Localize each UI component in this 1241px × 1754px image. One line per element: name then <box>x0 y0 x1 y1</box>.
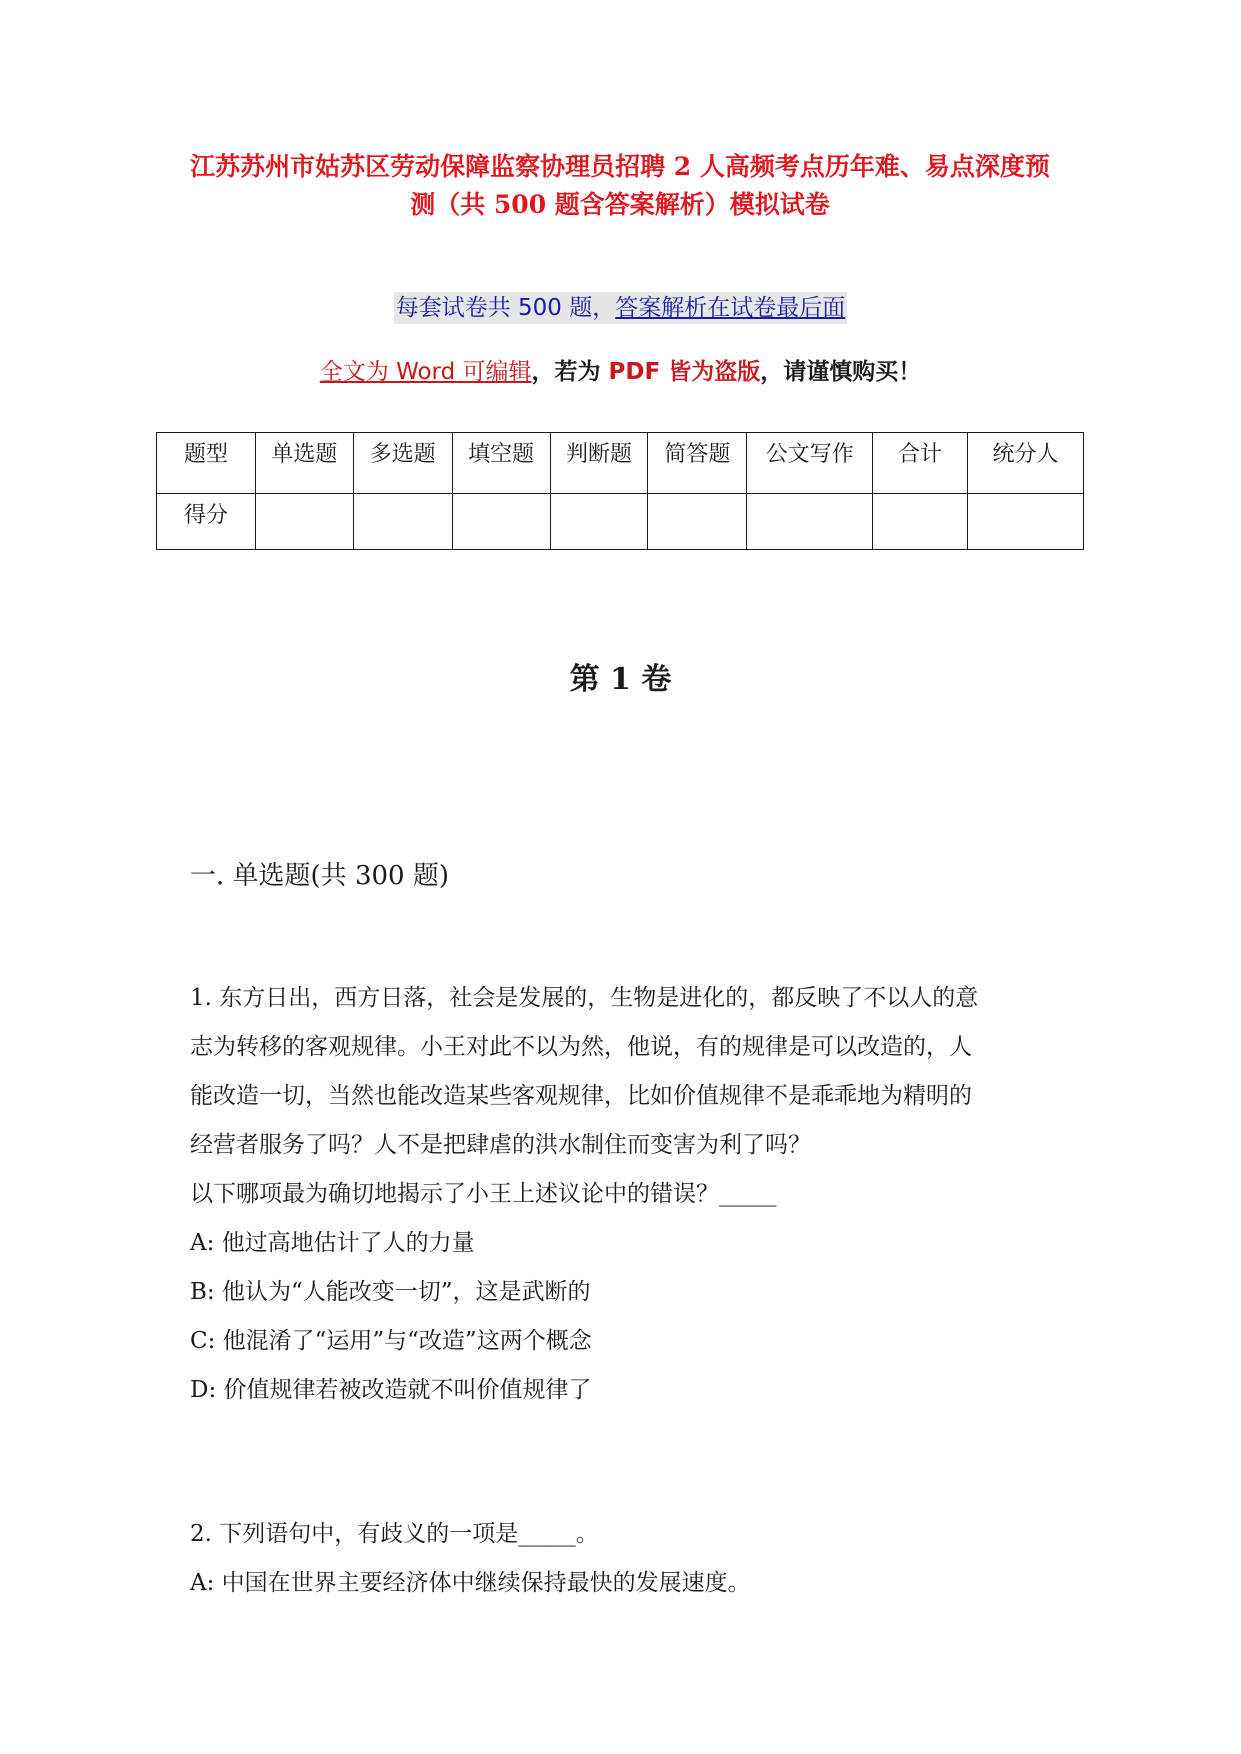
score-table-header-cell: 单选题 <box>255 433 353 494</box>
score-table-header-cell: 合计 <box>873 433 968 494</box>
section-heading: 一. 单选题(共 300 题) <box>190 861 449 891</box>
answer-option-b: B: 他认为“人能改变一切”，这是武断的 <box>190 1279 591 1305</box>
score-cell[interactable] <box>353 494 452 550</box>
score-table <box>156 432 1084 550</box>
title-line-1: 江苏苏州市姑苏区劳动保障监察协理员招聘 2 人高频考点历年难、易点深度预 <box>190 152 1050 181</box>
warning-text-2: ，若为 <box>531 359 609 385</box>
answer-option-a: A: 他过高地估计了人的力量 <box>190 1230 475 1256</box>
volume-heading: 第 1 卷 <box>569 662 672 697</box>
score-table-header-cell: 判断题 <box>550 433 648 494</box>
page-title <box>170 148 1070 224</box>
answer-notice <box>0 292 1241 324</box>
score-table-score-row <box>157 494 1084 550</box>
score-cell[interactable] <box>873 494 968 550</box>
answer-option-c: C: 他混淆了“运用”与“改造”这两个概念 <box>190 1328 592 1354</box>
answer-notice-link[interactable]: 答案解析在试卷最后面 <box>615 295 846 321</box>
question-text-line: 2. 下列语句中，有歧义的一项是_____。 <box>190 1521 599 1547</box>
score-cell[interactable] <box>648 494 747 550</box>
score-row-label: 得分 <box>157 494 256 550</box>
answer-option-d: D: 价值规律若被改造就不叫价值规律了 <box>190 1377 592 1403</box>
score-cell[interactable] <box>255 494 353 550</box>
score-table-header-cell: 统分人 <box>968 433 1084 494</box>
score-table-header-cell: 题型 <box>157 433 256 494</box>
score-table-header-cell: 填空题 <box>452 433 550 494</box>
answer-option-a: A: 中国在世界主要经济体中继续保持最快的发展速度。 <box>190 1570 751 1596</box>
score-cell[interactable] <box>452 494 550 550</box>
warning-text-4: ，请谨慎购买！ <box>760 359 922 385</box>
score-table-header-cell: 多选题 <box>353 433 452 494</box>
question-1 <box>190 974 1060 1415</box>
question-text-line: 经营者服务了吗？人不是把肆虐的洪水制住而变害为利了吗？ <box>190 1132 811 1158</box>
answer-notice-highlight <box>394 292 848 324</box>
title-line-2: 测（共 500 题含答案解析）模拟试卷 <box>410 190 830 219</box>
answer-notice-part1: 每套试卷共 500 题， <box>395 295 616 321</box>
score-table-header-row <box>157 433 1084 494</box>
piracy-warning <box>0 356 1241 388</box>
score-cell[interactable] <box>747 494 873 550</box>
score-table-header-cell: 简答题 <box>648 433 747 494</box>
score-cell[interactable] <box>968 494 1084 550</box>
question-text-line: 能改造一切，当然也能改造某些客观规律，比如价值规律不是乖乖地为精明的 <box>190 1083 972 1109</box>
warning-pdf-text: PDF 皆为盗版 <box>608 359 761 385</box>
question-2 <box>190 1510 1060 1608</box>
score-table-header-cell: 公文写作 <box>747 433 873 494</box>
question-text-line: 以下哪项最为确切地揭示了小王上述议论中的错误？_____ <box>190 1181 777 1207</box>
question-text-line: 志为转移的客观规律。小王对此不以为然，他说，有的规律是可以改造的，人 <box>190 1034 972 1060</box>
question-text-line: 1. 东方日出，西方日落，社会是发展的，生物是进化的，都反映了不以人的意 <box>190 985 979 1011</box>
score-cell[interactable] <box>550 494 648 550</box>
warning-editable-link[interactable]: 全文为 Word 可编辑 <box>319 359 532 385</box>
